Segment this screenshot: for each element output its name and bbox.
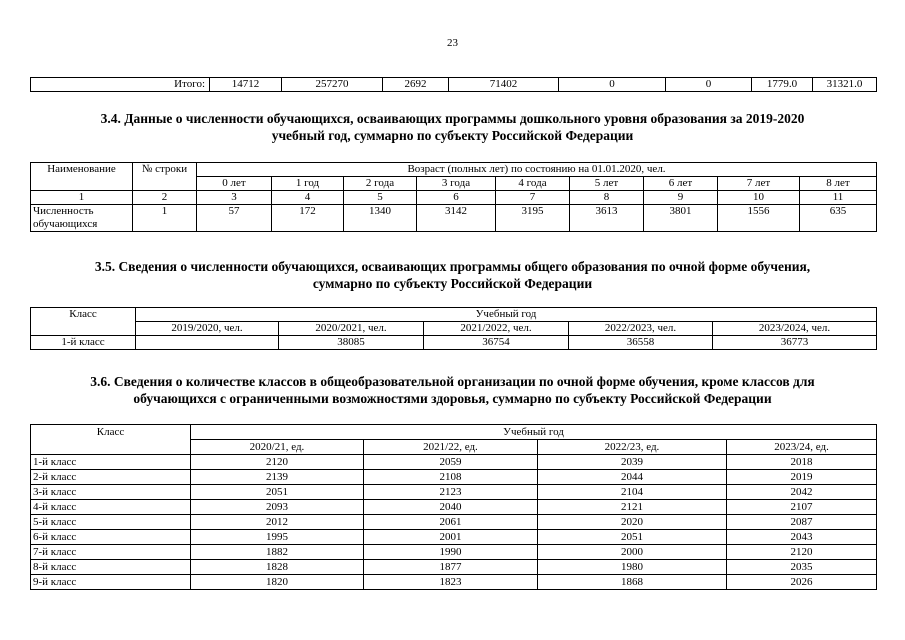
col-header-age: 8 лет <box>800 177 877 191</box>
col-header-age: 5 лет <box>570 177 644 191</box>
totals-label: Итого: <box>31 78 210 92</box>
table-cell: 2000 <box>538 545 727 560</box>
table-cell: 2001 <box>364 530 538 545</box>
col-header-age: 4 года <box>496 177 570 191</box>
table-cell <box>136 336 279 350</box>
column-number: 5 <box>344 191 417 205</box>
section-3-5-title-line1: 3.5. Сведения о численности обучающихся, осваивающих программы общего образования по очной форме обучения, <box>94 259 811 274</box>
column-number: 2 <box>133 191 197 205</box>
col-header-year: 2023/24, ед. <box>727 440 877 455</box>
column-number: 4 <box>272 191 344 205</box>
totals-value: 31321.0 <box>813 78 877 92</box>
col-header-year: 2022/2023, чел. <box>569 322 713 336</box>
col-header-name: Наименование <box>31 163 133 191</box>
table-cell: 36558 <box>569 336 713 350</box>
column-number: 11 <box>800 191 877 205</box>
totals-value: 257270 <box>282 78 383 92</box>
totals-value: 1779.0 <box>752 78 813 92</box>
section-3-5-title-line2: суммарно по субъекту Российской Федерации <box>312 276 593 291</box>
col-header-age: 2 года <box>344 177 417 191</box>
section-3-6-title-line1: 3.6. Сведения о количестве классов в общеобразовательной организации по очной форме обучения, кроме классов для <box>90 374 815 389</box>
table-cell: 38085 <box>279 336 424 350</box>
preschool-age-table <box>30 162 877 232</box>
col-header-age: 0 лет <box>197 177 272 191</box>
table-cell: 2087 <box>727 515 877 530</box>
totals-row <box>31 78 877 92</box>
table-cell: 2035 <box>727 560 877 575</box>
column-number: 7 <box>496 191 570 205</box>
table-cell: 3613 <box>570 205 644 232</box>
col-header-year-group: Учебный год <box>191 425 877 440</box>
table-cell: 2093 <box>191 500 364 515</box>
page-number: 23 <box>447 37 458 49</box>
table-row <box>31 485 877 500</box>
table-cell: 2120 <box>727 545 877 560</box>
col-header-year: 2020/21, ед. <box>191 440 364 455</box>
column-number: 1 <box>31 191 133 205</box>
row-label: Численность обучающихся <box>31 205 133 232</box>
table-cell: 1995 <box>191 530 364 545</box>
col-header-year: 2022/23, ед. <box>538 440 727 455</box>
classes-table-body <box>31 455 877 590</box>
col-header-age: 6 лет <box>644 177 718 191</box>
table-row <box>31 560 877 575</box>
table-cell: 36754 <box>424 336 569 350</box>
table-cell: 2061 <box>364 515 538 530</box>
column-number: 6 <box>417 191 496 205</box>
table-cell: 1868 <box>538 575 727 590</box>
col-header-year: 2020/2021, чел. <box>279 322 424 336</box>
col-header-row-number: № строки <box>133 163 197 191</box>
row-label: 7-й класс <box>31 545 191 560</box>
table-row <box>31 515 877 530</box>
table-cell: 1828 <box>191 560 364 575</box>
table-row <box>31 545 877 560</box>
table-cell: 2121 <box>538 500 727 515</box>
table-cell: 172 <box>272 205 344 232</box>
table-cell: 2044 <box>538 470 727 485</box>
students-count-table <box>30 307 877 350</box>
table-row <box>31 336 877 350</box>
row-label: 2-й класс <box>31 470 191 485</box>
table-cell: 635 <box>800 205 877 232</box>
column-number: 3 <box>197 191 272 205</box>
row-number: 1 <box>133 205 197 232</box>
section-3-4-title <box>30 110 875 144</box>
table-cell: 2104 <box>538 485 727 500</box>
col-header-class: Класс <box>31 425 191 455</box>
col-header-year: 2019/2020, чел. <box>136 322 279 336</box>
table-cell: 2059 <box>364 455 538 470</box>
table-header-row <box>31 308 877 322</box>
row-label: 1-й класс <box>31 455 191 470</box>
table-cell: 1882 <box>191 545 364 560</box>
totals-table <box>30 77 877 92</box>
section-3-4-title-line2: учебный год, суммарно по субъекту Российской Федерации <box>271 128 634 143</box>
row-label: 3-й класс <box>31 485 191 500</box>
row-label: 8-й класс <box>31 560 191 575</box>
table-cell: 2040 <box>364 500 538 515</box>
table-cell: 1340 <box>344 205 417 232</box>
table-cell: 3142 <box>417 205 496 232</box>
column-number-row <box>31 191 877 205</box>
col-header-age-group: Возраст (полных лет) по состоянию на 01.01.2020, чел. <box>197 163 877 177</box>
table-cell: 2043 <box>727 530 877 545</box>
table-cell: 2120 <box>191 455 364 470</box>
table-cell: 2020 <box>538 515 727 530</box>
table-cell: 2107 <box>727 500 877 515</box>
column-number: 8 <box>570 191 644 205</box>
table-header-row <box>31 163 877 177</box>
totals-value: 0 <box>559 78 666 92</box>
table-row <box>31 500 877 515</box>
col-header-class: Класс <box>31 308 136 336</box>
table-row <box>31 205 877 232</box>
table-row <box>31 530 877 545</box>
row-label: 5-й класс <box>31 515 191 530</box>
col-header-age: 1 год <box>272 177 344 191</box>
table-cell: 2051 <box>538 530 727 545</box>
totals-value: 0 <box>666 78 752 92</box>
section-3-6-title <box>30 373 875 407</box>
totals-value: 71402 <box>449 78 559 92</box>
column-number: 9 <box>644 191 718 205</box>
table-cell: 1556 <box>718 205 800 232</box>
col-header-year: 2021/2022, чел. <box>424 322 569 336</box>
col-header-year: 2021/22, ед. <box>364 440 538 455</box>
classes-count-table <box>30 424 877 590</box>
col-header-age: 3 года <box>417 177 496 191</box>
row-label: 1-й класс <box>31 336 136 350</box>
table-cell: 2026 <box>727 575 877 590</box>
table-header-row <box>31 322 877 336</box>
totals-value: 2692 <box>383 78 449 92</box>
table-cell: 3801 <box>644 205 718 232</box>
table-row <box>31 470 877 485</box>
col-header-age: 7 лет <box>718 177 800 191</box>
row-label: 4-й класс <box>31 500 191 515</box>
row-label: 9-й класс <box>31 575 191 590</box>
table-cell: 1823 <box>364 575 538 590</box>
table-cell: 3195 <box>496 205 570 232</box>
table-cell: 2019 <box>727 470 877 485</box>
table-cell: 2123 <box>364 485 538 500</box>
table-row <box>31 455 877 470</box>
table-cell: 2042 <box>727 485 877 500</box>
table-cell: 2018 <box>727 455 877 470</box>
table-header-row <box>31 425 877 440</box>
col-header-year-group: Учебный год <box>136 308 877 322</box>
section-3-4-title-line1: 3.4. Данные о численности обучающихся, осваивающих программы дошкольного уровня образования за 2019-2020 <box>100 111 805 126</box>
column-number: 10 <box>718 191 800 205</box>
totals-value: 14712 <box>210 78 282 92</box>
table-cell: 1820 <box>191 575 364 590</box>
table-cell: 1990 <box>364 545 538 560</box>
table-cell: 2108 <box>364 470 538 485</box>
table-cell: 2012 <box>191 515 364 530</box>
table-row <box>31 575 877 590</box>
table-cell: 1877 <box>364 560 538 575</box>
section-3-5-title <box>30 258 875 292</box>
col-header-year: 2023/2024, чел. <box>713 322 877 336</box>
section-3-6-title-line2: обучающихся с ограниченными возможностями здоровья, суммарно по субъекту Российской Федерации <box>133 391 772 406</box>
table-cell: 1980 <box>538 560 727 575</box>
row-label: 6-й класс <box>31 530 191 545</box>
table-cell: 2051 <box>191 485 364 500</box>
table-cell: 57 <box>197 205 272 232</box>
table-cell: 2139 <box>191 470 364 485</box>
table-cell: 2039 <box>538 455 727 470</box>
table-cell: 36773 <box>713 336 877 350</box>
